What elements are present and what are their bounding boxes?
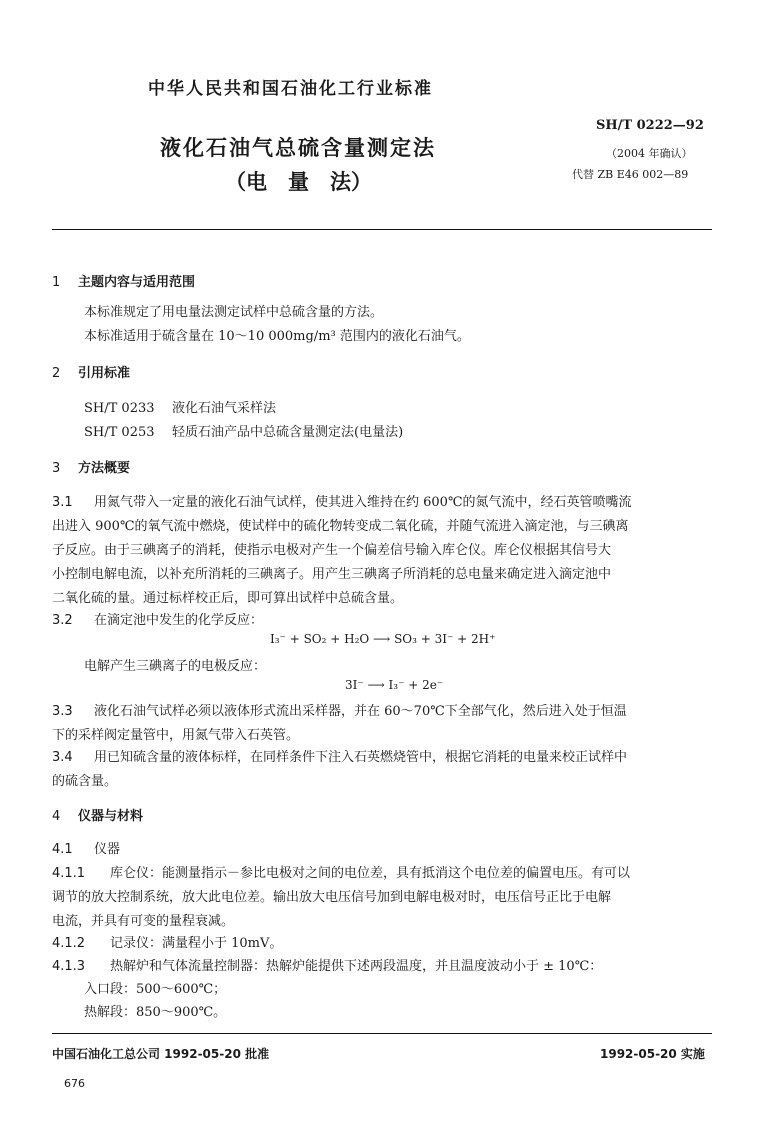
header-divider [52, 229, 712, 230]
section-2-heading [52, 362, 130, 381]
clause-title: 仪器 [94, 842, 121, 857]
text-line: 二氧化硫的量。通过标样校正后，即可算出试样中总硫含量。 [52, 591, 404, 606]
paragraph: 本标准规定了用电量法测定试样中总硫含量的方法。 [84, 305, 384, 320]
clause-number: 3.4 [52, 750, 73, 765]
section-number: 4 [52, 809, 61, 824]
section-title: 主题内容与适用范围 [78, 275, 196, 290]
footer-divider [52, 1033, 712, 1034]
clause-number: 3.2 [52, 613, 73, 628]
section-number: 1 [52, 275, 61, 290]
clause-4-1-1 [52, 862, 630, 881]
paragraph-3-4 [52, 746, 627, 765]
text-line: 出进入 900℃的氧气流中燃烧，使试样中的硫化物转变成二氧化硫，并随气流进入滴定池，与三碘离 [52, 519, 629, 534]
paragraph: 本标准适用于硫含量在 10～10 000mg/m³ 范围内的液化石油气。 [84, 329, 470, 344]
text-line: 的硫含量。 [52, 774, 118, 789]
temperature-range-pyrolysis: 热解段：850～900℃。 [84, 1005, 227, 1020]
text-line: 用已知硫含量的液体标样，在同样条件下注入石英燃烧管中，根据它消耗的电量来校正试样中 [94, 750, 628, 765]
reference-title: 液化石油气采样法 [172, 401, 277, 416]
chemical-equation: I₃⁻ + SO₂ + H₂O ⟶ SO₃ + 3I⁻ + 2H⁺ [270, 632, 496, 646]
electrode-equation: 3I⁻ ⟶ I₃⁻ + 2e⁻ [345, 678, 444, 692]
effective-date: 1992-05-20 实施 [600, 1047, 705, 1061]
text-line: 用氮气带入一定量的液化石油气试样，使其进入维持在约 600℃的氮气流中，经石英管喷嘴流 [94, 495, 632, 510]
text-line: 电解产生三碘离子的电极反应： [84, 659, 267, 674]
clause-4-1-2 [52, 932, 282, 951]
text-line: 热解炉和气体流量控制器：热解炉能提供下述两段温度，并且温度波动小于 ± 10℃： [110, 959, 603, 974]
clause-number: 4.1.3 [52, 959, 86, 974]
text-line: 调节的放大控制系统，放大此电位差。输出放大电压信号加到电解电极对时，电压信号正比于电解 [52, 890, 612, 905]
section-1-heading [52, 271, 195, 290]
reference-code: SH/T 0253 [84, 425, 155, 440]
paragraph-3-1 [52, 491, 632, 510]
text-line: 小控制电解电流，以补充所消耗的三碘离子。用产生三碘离子所消耗的总电量来确定进入滴定池中 [52, 567, 612, 582]
clause-number: 3.3 [52, 704, 73, 719]
clause-number: 4.1.2 [52, 936, 86, 951]
text-line: 液化石油气试样必须以液体形式流出采样器，并在 60～70℃下全部气化，然后进入处于恒温 [94, 704, 627, 719]
confirmation-note: （2004 年确认） [606, 147, 693, 160]
paragraph-3-2 [52, 609, 263, 628]
reference-item [84, 421, 403, 440]
page-number: 676 [64, 1077, 85, 1090]
issuing-org-title: 中华人民共和国石油化工行业标准 [148, 79, 433, 99]
section-number: 2 [52, 366, 61, 381]
section-number: 3 [52, 461, 61, 476]
replaces-note: 代替 ZB E46 002—89 [572, 168, 689, 181]
text-line: 记录仪：满量程小于 10mV。 [110, 936, 283, 951]
clause-number: 4.1 [52, 842, 73, 857]
text-line: 子反应。由于三碘离子的消耗，使指示电极对产生一个偏差信号输入库仑仪。库仑仪根据其信号大 [52, 543, 612, 558]
temperature-range-inlet: 入口段：500～600℃； [84, 982, 227, 997]
clause-number: 4.1.1 [52, 866, 86, 881]
section-title: 方法概要 [78, 461, 131, 476]
reference-code: SH/T 0233 [84, 401, 155, 416]
clause-4-1 [52, 838, 120, 857]
section-4-heading [52, 805, 143, 824]
text-line: 电流，并具有可变的量程衰减。 [52, 914, 235, 929]
reference-item [84, 397, 276, 416]
approval-line: 中国石油化工总公司 1992-05-20 批准 [52, 1047, 270, 1061]
section-title: 仪器与材料 [78, 809, 144, 824]
text-line: 库仑仪：能测量指示－参比电极对之间的电位差，具有抵消这个电位差的偏置电压。有可以 [110, 866, 631, 881]
text-line: 下的采样阀定量管中，用氮气带入石英管。 [52, 728, 300, 743]
section-3-heading [52, 457, 130, 476]
reference-title: 轻质石油产品中总硫含量测定法(电量法) [172, 425, 404, 440]
clause-number: 3.1 [52, 495, 73, 510]
document-subtitle: （电 量 法） [225, 170, 372, 194]
section-title: 引用标准 [78, 366, 131, 381]
clause-4-1-3 [52, 955, 602, 974]
document-title: 液化石油气总硫含量测定法 [160, 136, 436, 160]
paragraph-3-3 [52, 700, 627, 719]
standard-number: SH/T 0222—92 [596, 118, 704, 133]
text-line: 在滴定池中发生的化学反应： [94, 613, 264, 628]
